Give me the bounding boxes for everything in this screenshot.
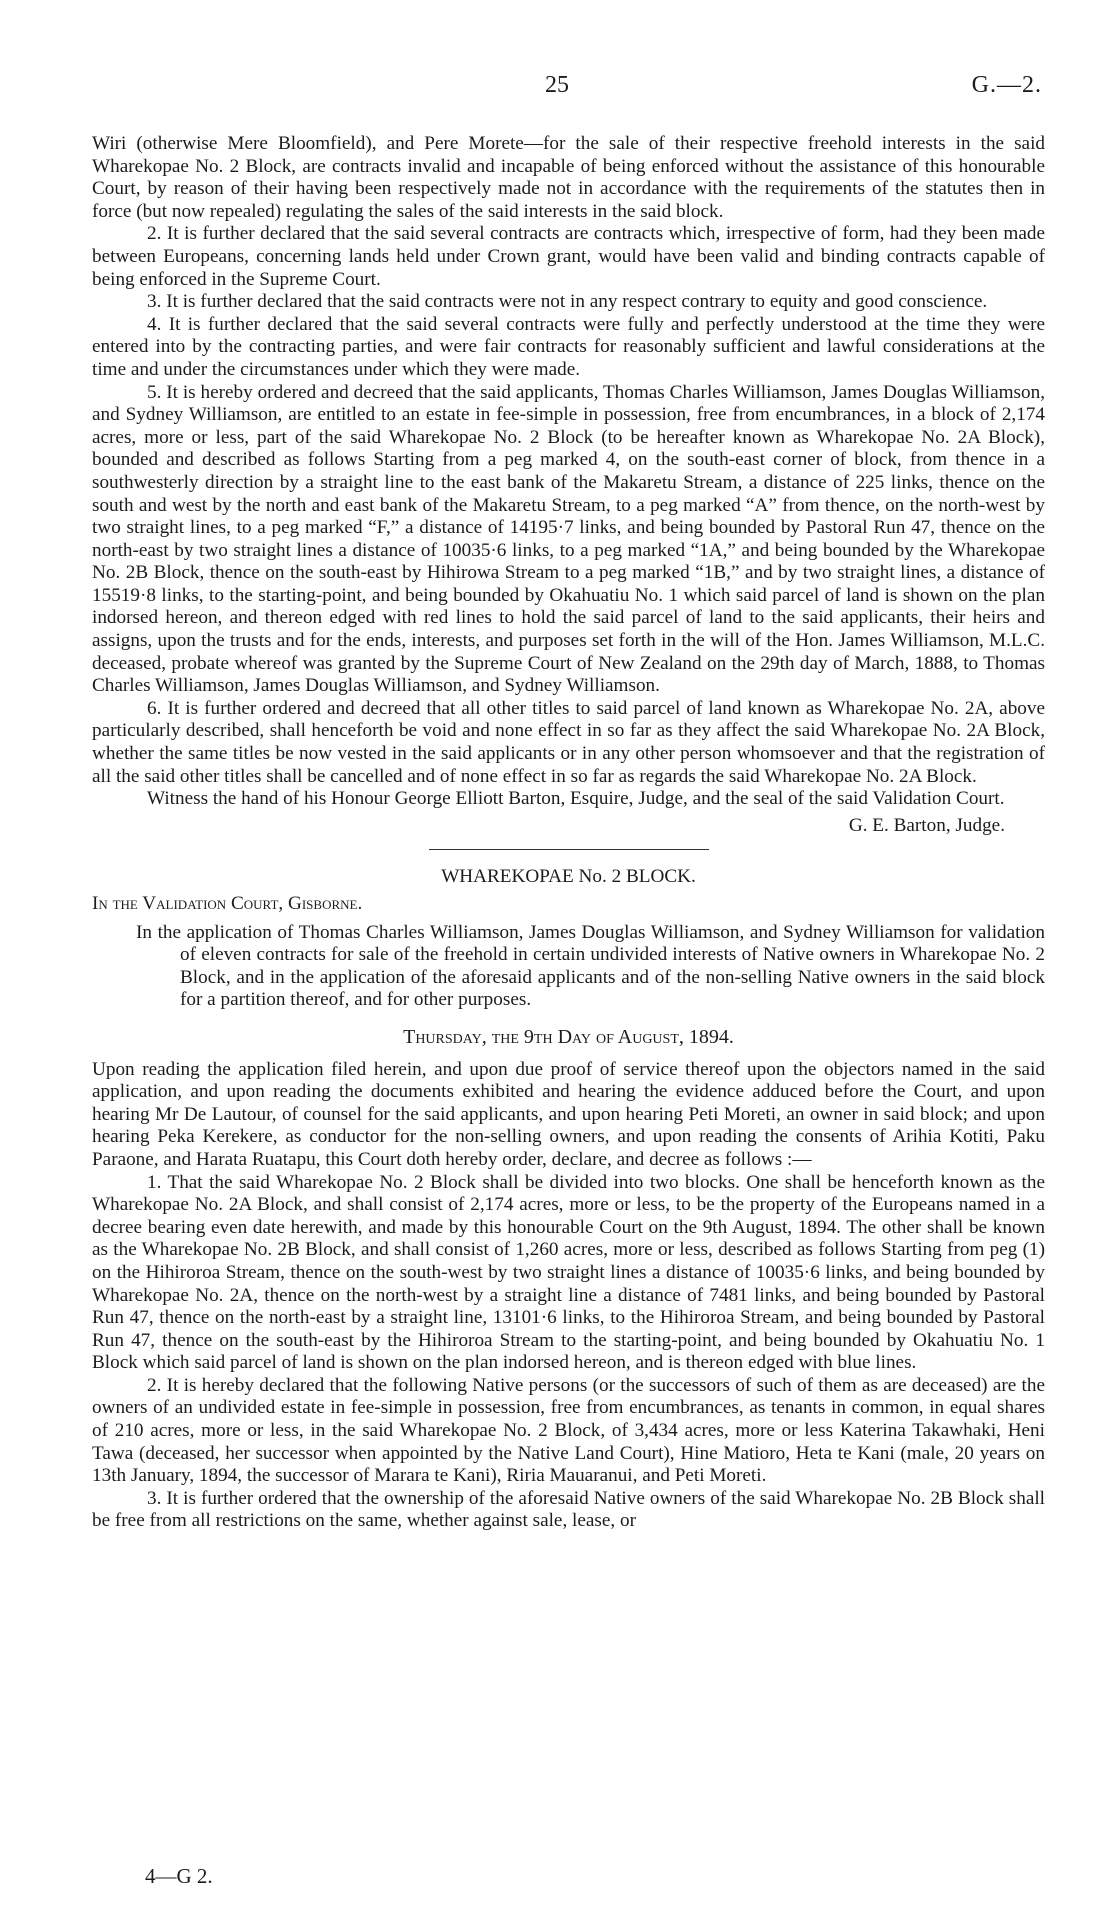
order-preamble: Upon reading the application filed herein, and upon due proof of service thereof upon the objectors named in the said application, and upon reading the documents exhibited and hearing the evidence adduced before the Court, and upon hearing Mr De Lautour, of counsel for the said applicants, and upon hearing Peti Moreti, an owner in said block; and upon hearing Peka Kerekere, as conductor for the non-selling owners, and upon reading the consents of Arihia Kotiti, Paku Paraone, and Harata Ruatapu, this Court doth hereby order, declare, and decree as follows :— — [92, 1058, 1045, 1170]
order-paragraph-3: 3. It is further ordered that the ownership of the aforesaid Native owners of the said Wharekopae No. 2B Block shall be free from all restrictions on the same, whether against sale, lease, or — [92, 1487, 1045, 1532]
court-line: In the Validation Court, Gisborne. — [92, 893, 363, 914]
footer-signature-mark: 4—G 2. — [145, 1864, 213, 1888]
section-divider — [429, 849, 709, 850]
paragraph-3: 3. It is further declared that the said contracts were not in any respect contrary to equity and good conscience. — [147, 291, 988, 313]
page-number: 25 — [545, 72, 569, 98]
page-body — [92, 133, 1045, 1533]
witness-clause: Witness the hand of his Honour George Elliott Barton, Esquire, Judge, and the seal of the said Validation Court. — [147, 788, 1005, 810]
date-line: Thursday, the 9th Day of August, 1894. — [403, 1025, 734, 1048]
paragraph-continued: Wiri (otherwise Mere Bloomfield), and Pere Morete—for the sale of their respective freehold interests in the said Wharekopae No. 2 Block, are contracts invalid and incapable of being enforced without the assistance of this honourable Court, by reason of their having been respectively made not in accordance with the requirements of the statutes then in force (but now repealed) regulating the sales of the said interests in the said block. — [92, 133, 1045, 222]
order-paragraph-2: 2. It is hereby declared that the following Native persons (or the successors of such of them as are deceased) are the owners of an undivided estate in fee-simple in possession, free from encumbrances, as tenants in common, in equal shares of 210 acres, more or less, in the said Wharekopae No. 2 Block, of 3,434 acres, more or less Katerina Takawhaki, Heni Tawa (deceased, her successor when appointed by the Native Land Court), Hine Matioro, Heta te Kani (male, 20 years on 13th January, 1894, the successor of Marara te Kani), Riria Mauaranui, and Peti Moreti. — [92, 1374, 1045, 1487]
page-header — [0, 74, 1114, 104]
section-heading: WHAREKOPAE No. 2 BLOCK. — [441, 866, 696, 888]
paragraph-4: 4. It is further declared that the said several contracts were fully and perfectly understood at the time they were entered into by the contracting parties, and were fair contracts for reasonably sufficient and lawful considerations at the time and under the circumstances under which they were made. — [92, 313, 1045, 380]
paragraph-6: 6. It is further ordered and decreed that all other titles to said parcel of land known as Wharekopae No. 2A, above particularly described, shall henceforth be void and none effect in so far as they affect the said Wharekopae No. 2A Block, whether the same titles be now vested in the said applicants or in any other person whomsoever and that the registration of all the said other titles shall be cancelled and of none effect in so far as regards the said Wharekopae No. 2A Block. — [92, 697, 1045, 787]
judge-signature: G. E. Barton, Judge. — [848, 814, 1005, 836]
paragraph-5: 5. It is hereby ordered and decreed that the said applicants, Thomas Charles Williamson, James Douglas Williamson, and Sydney Williamson, are entitled to an estate in fee-simple in possession, free from encumbrances, in a block of 2,174 acres, more or less, part of the said Wharekopae No. 2 Block (to be hereafter known as Wharekopae No. 2A Block), bounded and described as follows Starting from a peg marked 4, on the south-east corner of block, from thence in a southwesterly direction by a straight line to the east bank of the Makaretu Stream, a distance of 225 links, thence on the south and west by the north and east bank of the Makaretu Stream, to a peg marked “A” from thence, on the north-west by two straight lines, to a peg marked “F,” a distance of 14195·7 links, and being bounded by Pastoral Run 47, thence on the north-east by two straight lines a distance of 10035·6 links, to a peg marked “1A,” and being bounded by the Wharekopae No. 2B Block, thence on the south-east by Hihirowa Stream to a peg marked “1B,” and by two straight lines, a distance of 15519·8 links, to the starting-point, and being bounded by Okahuatiu No. 1 which said parcel of land is shown on the plan indorsed hereon, and thereon edged with red lines to hold the said parcel of land to the said applicants, their heirs and assigns, upon the trusts and for the ends, interests, and purposes set forth in the will of the Hon. James Williamson, M.L.C. deceased, probate whereof was granted by the Supreme Court of New Zealand on the 29th day of March, 1888, to Thomas Charles Williamson, James Douglas Williamson, and Sydney Williamson. — [92, 381, 1045, 697]
application-statement: In the application of Thomas Charles Williamson, James Douglas Williamson, and Sydney Williamson for validation of eleven contracts for sale of the freehold in certain undivided interests of Native owners in Wharekopae No. 2 Block, and in the application of the aforesaid applicants and of the non-selling Native owners in the said block for a partition thereof, and for other purposes. — [136, 921, 1045, 1011]
order-paragraph-1: 1. That the said Wharekopae No. 2 Block shall be divided into two blocks. One shall be henceforth known as the Wharekopae No. 2A Block, and shall consist of 2,174 acres, more or less, to be the property of the Europeans named in a decree bearing even date herewith, and made by this honourable Court on the 9th August, 1894. The other shall be known as the Wharekopae No. 2B Block, and shall consist of 1,260 acres, more or less, described as follows Starting from peg (1) on the Hihiroroa Stream, thence on the south-west by two straight lines a distance of 10035·6 links, and being bounded by Wharekopae No. 2A, thence on the north-west by a straight line a distance of 7481 links, and being bounded by Pastoral Run 47, thence on the north-east by a straight line, 13101·6 links, to the Hihiroroa Stream, and being bounded by Pastoral Run 47, thence on the south-east by the Hihiroroa Stream to the starting-point, and being bounded by Okahuatiu No. 1 Block which said parcel of land is shown on the plan indorsed hereon, and is thereon edged with blue lines. — [92, 1171, 1045, 1374]
document-reference: G.—2. — [971, 72, 1042, 98]
paragraph-2: 2. It is further declared that the said several contracts are contracts which, irrespective of form, had they been made between Europeans, concerning lands held under Crown grant, would have been valid and binding contracts capable of being enforced in the Supreme Court. — [92, 223, 1045, 290]
